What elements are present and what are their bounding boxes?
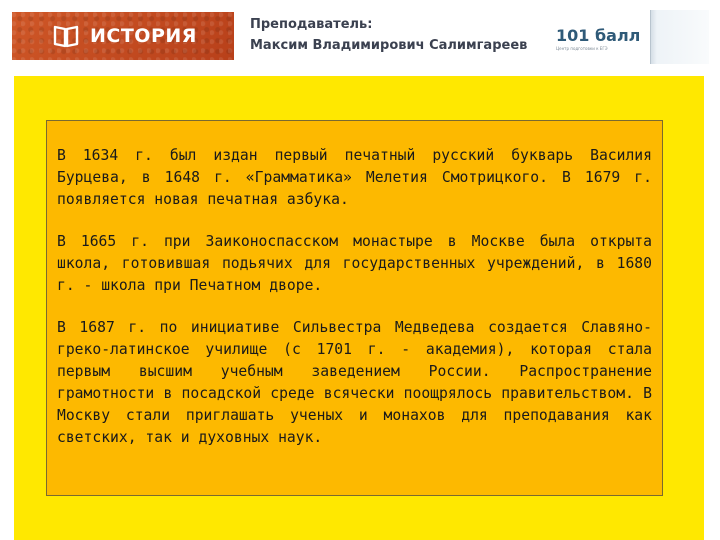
- teacher-label: Преподаватель:: [250, 17, 373, 32]
- teacher-name: Максим Владимирович Салимгареев: [250, 38, 528, 53]
- book-icon: [52, 23, 80, 49]
- paragraph: В 1665 г. при Заиконоспасском монастыре в Москве была открыта школа, готовившая подьячих для государственных учреждений, в 1680 г. - школа при Печатном дворе.: [57, 233, 652, 294]
- subject-title: ИСТОРИЯ: [90, 25, 197, 47]
- logo-tagline: Центр подготовки к ЕГЭ: [556, 46, 608, 51]
- text-box: [46, 120, 663, 496]
- school-logo: [556, 26, 641, 52]
- subject-banner: [12, 12, 234, 60]
- paragraph: В 1687 г. по инициативе Сильвестра Медведева создается Славяно-греко-латинское училище (с 1701 г. - академия), которая стала первым высшим учебным заведением России. Распространение грамотности в посадской среде всячески поощрялось правительством. В Москву стали приглашать ученых и монахов для преподавания как светских, так и духовных наук.: [57, 319, 652, 446]
- header: [0, 0, 720, 66]
- corner-decoration: [650, 10, 709, 64]
- logo-text: 101 балл: [556, 26, 641, 45]
- paragraph: В 1634 г. был издан первый печатный русский букварь Василия Бурцева, в 1648 г. «Грамматика» Мелетия Смотрицкого. В 1679 г. появляется новая печатная азбука.: [57, 147, 652, 208]
- teacher-info: [250, 14, 527, 56]
